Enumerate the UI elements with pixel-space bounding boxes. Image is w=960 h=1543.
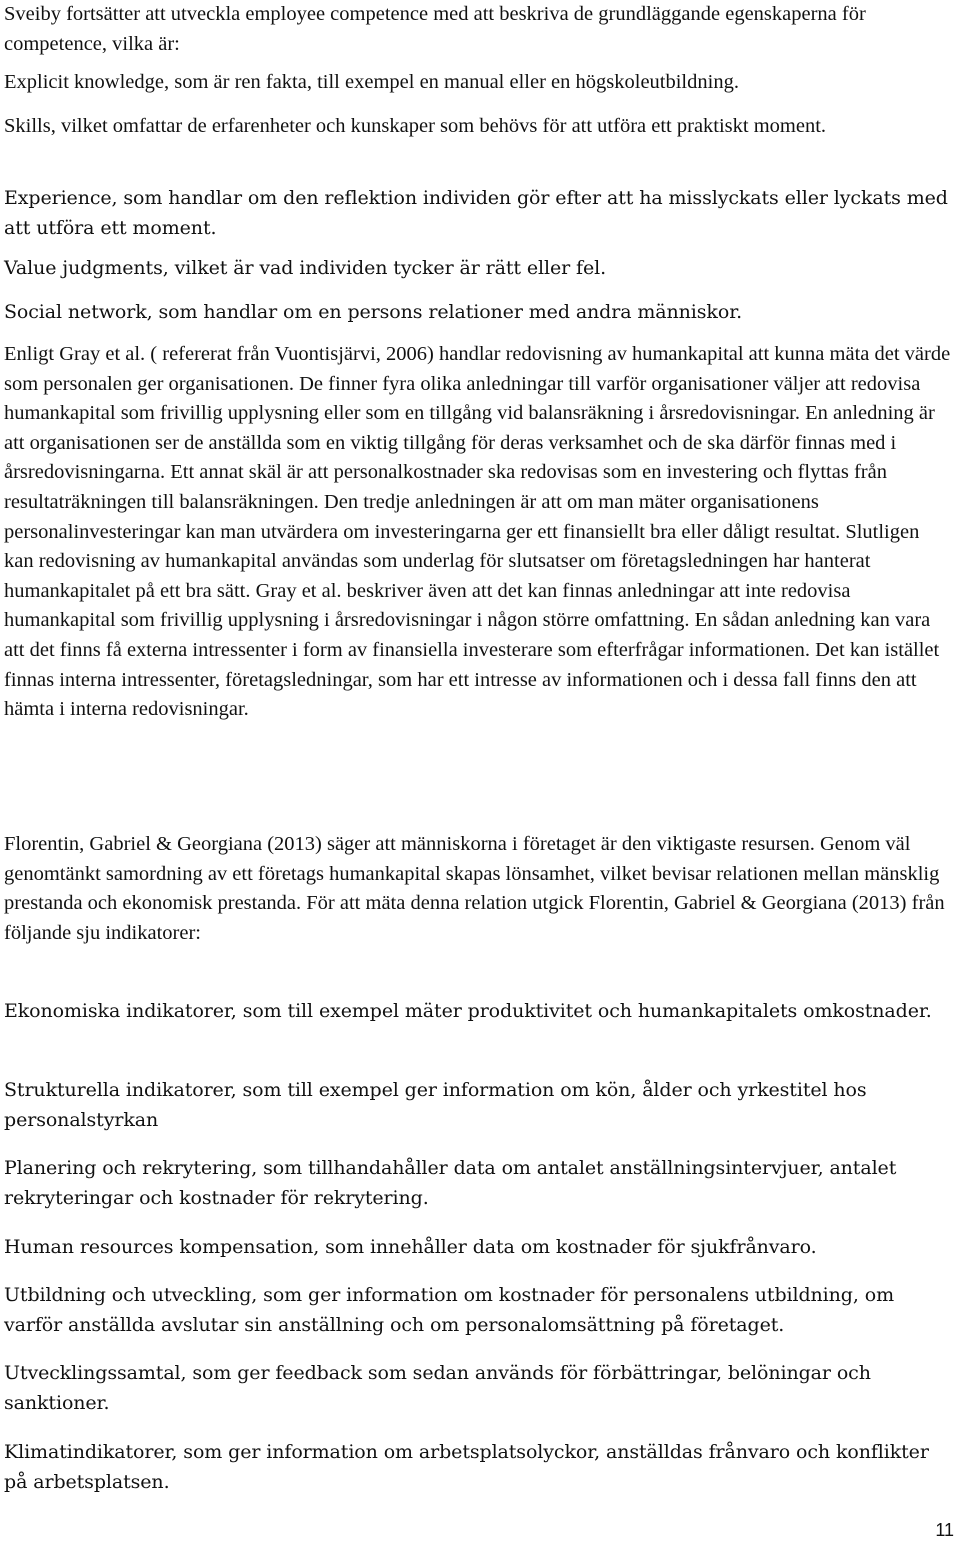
paragraph-strukturella-indikatorer: Strukturella indikatorer, som till exempel ger information om kön, ålder och yrkestitel hos personalstyrkan [4,1079,867,1131]
paragraph-klimatindikatorer: Klimatindikatorer, som ger information om arbetsplatsolyckor, anställdas frånvaro och konflikter på arbetsplatsen. [4,1441,929,1493]
paragraph-intro: Sveiby fortsätter att utveckla employee competence med att beskriva de grundläggande egenskaperna för competence, vilka är: [4,3,866,55]
paragraph-utbildning-utveckling: Utbildning och utveckling, som ger information om kostnader för personalens utbildning, om varför anställda avslutar sin anställning och om personalomsättning på företaget. [4,1284,894,1336]
paragraph-explicit-knowledge: Explicit knowledge, som är ren fakta, till exempel en manual eller en högskoleutbildning. [4,71,739,93]
paragraph-florentin: Florentin, Gabriel & Georgiana (2013) säger att människorna i företaget är den viktigaste resursen. Genom väl genomtänkt samordning av ett företags humankapital skapas lönsamhet, vilket bevisar relationen mellan mänsklig prestanda och ekonomisk prestanda. För att mäta denna relation utgick Florentin, Gabriel & Georgiana (2013) från följande sju indikatorer: [4,833,945,944]
paragraph-ekonomiska-indikatorer: Ekonomiska indikatorer, som till exempel mäter produktivitet och humankapitalets omkostnader. [4,1000,932,1022]
paragraph-gray-et-al: Enligt Gray et al. ( refererat från Vuontisjärvi, 2006) handlar redovisning av humankapital att kunna mäta det värde som personalen ger organisationen. De finner fyra olika anledningar till varför organisationer väljer att redovisa humankapital som frivillig upplysning eller som en tillgång vid balansräkning i årsredovisningar. En anledning är att organisationen ser de anställda som en viktig tillgång för deras verksamhet och de ska därför finnas med i årsredovisningarna. Ett annat skäl är att personalkostnader ska redovisas som en investering och flyttas från resultaträkningen till balansräkningen. Den tredje anledningen är att om man mäter organisationens personalinvesteringar kan man utvärdera om investeringarna ger ett finansiellt bra eller dåligt resultat. Slutligen kan redovisning av humankapital användas som underlag för slutsatser om företagsledningen har hanterat humankapitalet på ett bra sätt. Gray et al. beskriver även att det kan finnas anledningar att inte redovisa humankapital som frivillig upplysning i årsredovisningar i någon större omfattning. En sådan anledning kan vara att det finns få externa intressenter i form av finansiella investerare som efterfrågar informationen. Det kan istället finnas interna intressenter, företagsledningar, som har ett intresse av informationen och i dessa fall finns den att hämta i interna redovisningar. [4,343,951,721]
paragraph-value-judgments: Value judgments, vilket är vad individen tycker är rätt eller fel. [4,257,607,279]
paragraph-utvecklingssamtal: Utvecklingssamtal, som ger feedback som sedan används för förbättringar, belöningar och sanktioner. [4,1362,871,1414]
page-number: 11 [935,1520,954,1540]
paragraph-social-network: Social network, som handlar om en persons relationer med andra människor. [4,301,743,323]
paragraph-experience: Experience, som handlar om den reflektion individen gör efter att ha misslyckats eller lyckats med att utföra ett moment. [4,187,948,239]
paragraph-human-resources: Human resources kompensation, som innehåller data om kostnader för sjukfrånvaro. [4,1236,817,1258]
paragraph-skills: Skills, vilket omfattar de erfarenheter och kunskaper som behövs för att utföra ett praktiskt moment. [4,115,827,137]
paragraph-planering-rekrytering: Planering och rekrytering, som tillhandahåller data om antalet anställningsintervjuer, antalet rekryteringar och kostnader för rekrytering. [4,1157,897,1209]
